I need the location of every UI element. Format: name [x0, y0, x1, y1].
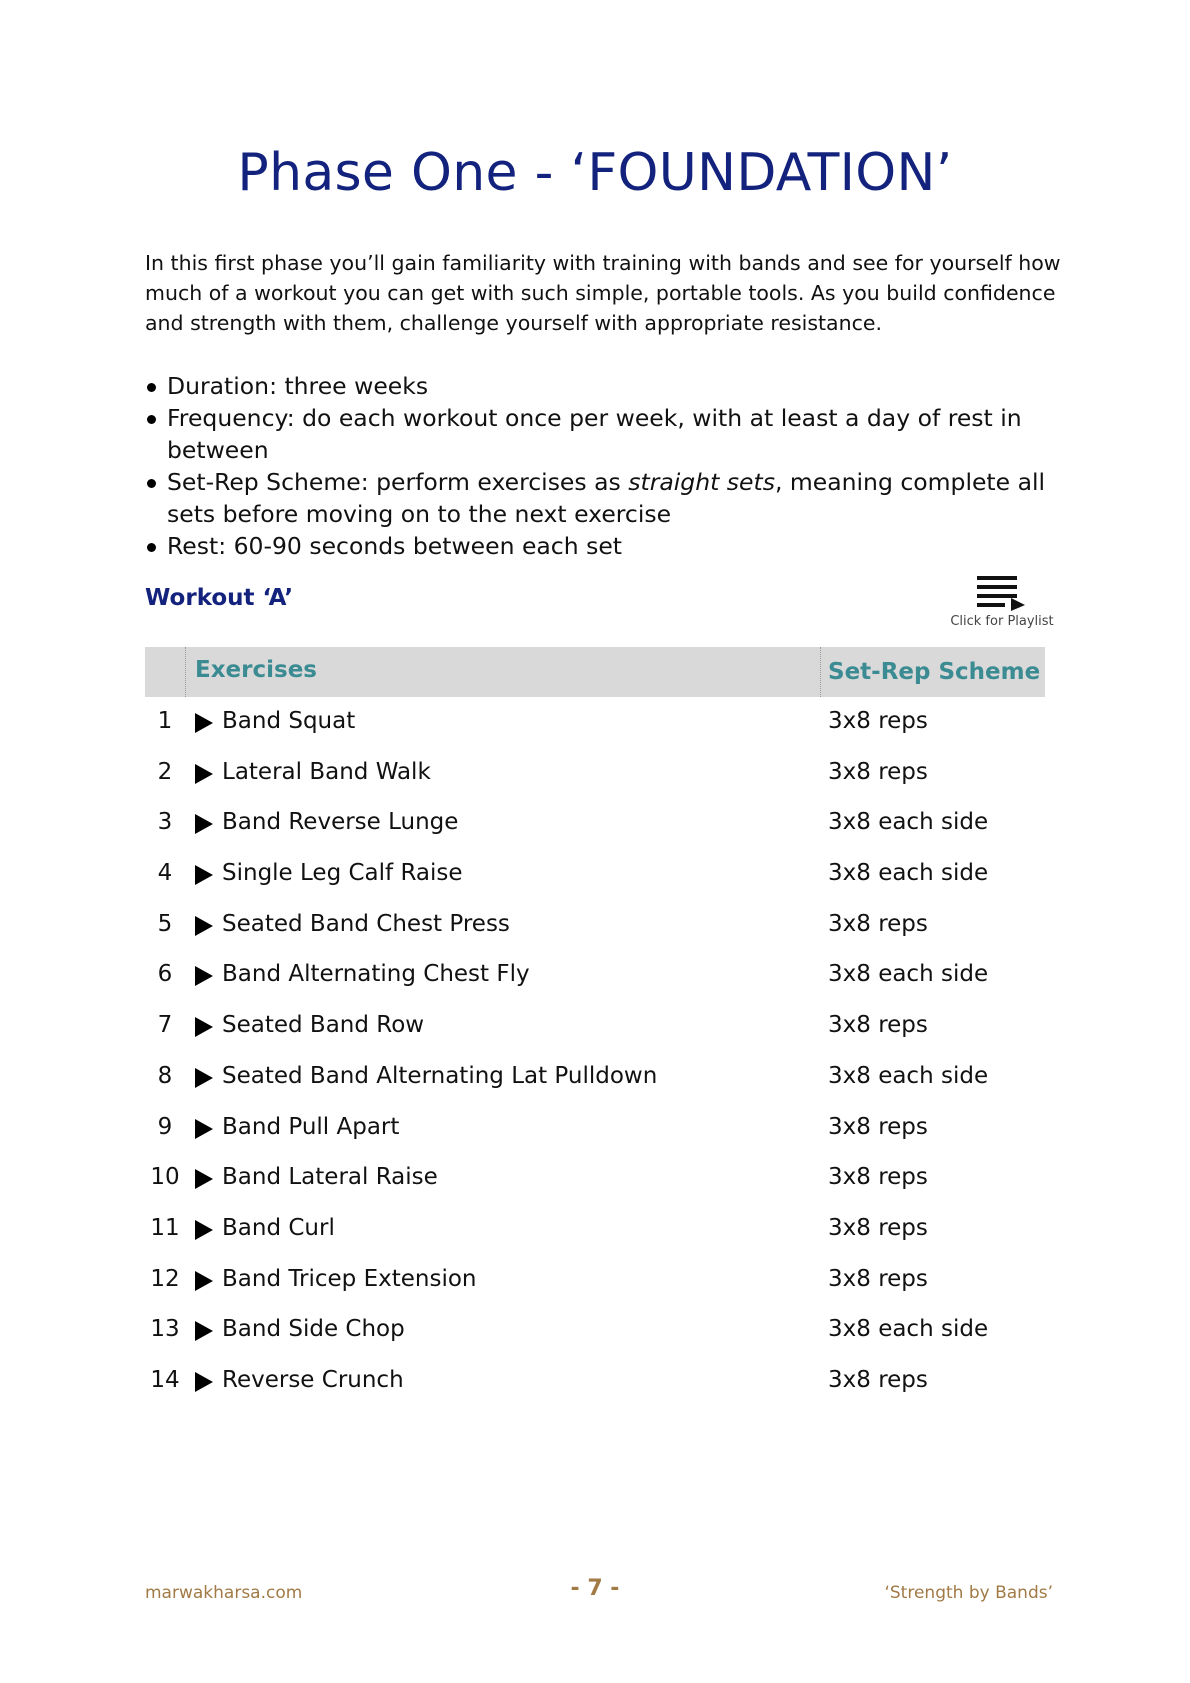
row-number: 10 — [150, 1164, 180, 1191]
table-row — [145, 748, 1045, 799]
set-rep-text-end: , meaning complete all sets before moving on to the next exercise — [167, 468, 1046, 528]
exercise-name[interactable]: Band Squat — [222, 708, 356, 734]
play-icon[interactable] — [195, 1119, 213, 1139]
column-divider — [820, 647, 821, 697]
row-number: 6 — [157, 961, 173, 988]
exercise-name[interactable]: Band Pull Apart — [222, 1113, 400, 1140]
set-rep-italic: straight sets — [628, 468, 775, 496]
table-row — [145, 1052, 1045, 1103]
table-row — [145, 1204, 1045, 1255]
footer-website[interactable]: marwakharsa.com — [145, 1583, 303, 1603]
set-rep-value: 3x8 reps — [828, 1265, 928, 1292]
exercises-header: Exercises — [195, 657, 317, 683]
row-number: 3 — [157, 809, 173, 836]
row-number: 11 — [150, 1214, 180, 1241]
table-row — [145, 900, 1045, 951]
set-rep-value: 3x8 reps — [828, 758, 928, 785]
play-icon[interactable] — [195, 966, 213, 986]
play-icon[interactable] — [195, 1169, 213, 1189]
row-number: 2 — [157, 758, 173, 785]
set-rep-value: 3x8 reps — [828, 1164, 928, 1191]
exercise-name[interactable]: Band Tricep Extension — [222, 1265, 477, 1292]
playlist-label[interactable]: Click for Playlist — [950, 614, 1054, 629]
play-icon[interactable] — [195, 814, 213, 834]
row-number: 7 — [157, 1012, 173, 1039]
set-rep-value: 3x8 reps — [828, 1113, 928, 1140]
set-rep-value: 3x8 reps — [828, 1214, 928, 1241]
intro-paragraph: In this first phase you’ll gain familiarity with training with bands and see for yourself how much of a workout you can get with such simple, portable tools. As you build confidence and strength with them, challenge yourself with appropriate resistance. — [145, 251, 1061, 335]
row-number: 8 — [157, 1062, 173, 1089]
row-number: 1 — [157, 708, 173, 734]
rest-item: Rest: 60-90 seconds between each set — [145, 530, 1075, 562]
set-rep-value: 3x8 each side — [828, 1316, 989, 1343]
play-icon[interactable] — [195, 1372, 213, 1392]
set-rep-text-start: Set-Rep Scheme: perform exercises as — [167, 468, 629, 496]
exercise-name[interactable]: Band Reverse Lunge — [222, 809, 459, 836]
row-number: 12 — [150, 1265, 180, 1292]
set-rep-value: 3x8 each side — [828, 809, 989, 836]
exercise-name[interactable]: Lateral Band Walk — [222, 758, 431, 785]
table-row — [145, 1153, 1045, 1204]
play-icon[interactable] — [195, 1068, 213, 1088]
playlist-link[interactable] — [948, 573, 1056, 629]
table-row — [145, 1356, 1045, 1407]
exercise-name[interactable]: Single Leg Calf Raise — [222, 860, 463, 887]
table-row — [145, 950, 1045, 1001]
table-row — [145, 1103, 1045, 1154]
set-rep-scheme-item — [145, 466, 1075, 530]
set-rep-scheme-header: Set-Rep Scheme — [828, 659, 1041, 685]
play-icon[interactable] — [195, 865, 213, 885]
table-row — [145, 1305, 1045, 1356]
play-icon[interactable] — [195, 1321, 213, 1341]
exercise-name[interactable]: Band Curl — [222, 1214, 335, 1241]
exercise-name[interactable]: Seated Band Chest Press — [222, 910, 510, 937]
exercise-name[interactable]: Band Alternating Chest Fly — [222, 961, 530, 988]
set-rep-value: 3x8 reps — [828, 708, 928, 734]
row-number: 9 — [157, 1113, 173, 1140]
exercise-name[interactable]: Band Lateral Raise — [222, 1164, 438, 1191]
table-body — [145, 697, 1045, 1407]
play-icon[interactable] — [195, 713, 213, 733]
table-row — [145, 1255, 1045, 1306]
set-rep-value: 3x8 reps — [828, 1366, 928, 1393]
table-row — [145, 697, 1045, 748]
exercise-name[interactable]: Seated Band Alternating Lat Pulldown — [222, 1062, 658, 1089]
exercise-name[interactable]: Reverse Crunch — [222, 1366, 404, 1393]
table-row — [145, 1001, 1045, 1052]
row-number: 4 — [157, 860, 173, 887]
set-rep-value: 3x8 each side — [828, 860, 989, 887]
table-header — [145, 647, 1045, 697]
frequency-item: Frequency: do each workout once per week, with at least a day of rest in between — [145, 402, 1075, 466]
page-number: - 7 - — [570, 1576, 620, 1601]
play-icon[interactable] — [195, 1220, 213, 1240]
play-icon[interactable] — [195, 916, 213, 936]
play-icon[interactable] — [195, 1017, 213, 1037]
page-title: Phase One - ‘FOUNDATION’ — [237, 143, 953, 203]
duration-item: Duration: three weeks — [145, 370, 1075, 402]
play-icon[interactable] — [195, 1271, 213, 1291]
set-rep-value: 3x8 each side — [828, 1062, 989, 1089]
table-row — [145, 849, 1045, 900]
set-rep-value: 3x8 each side — [828, 961, 989, 988]
exercise-name[interactable]: Band Side Chop — [222, 1316, 405, 1343]
play-icon[interactable] — [195, 764, 213, 784]
set-rep-value: 3x8 reps — [828, 910, 928, 937]
playlist-icon[interactable] — [975, 573, 1029, 611]
workout-title: Workout ‘A’ — [145, 585, 294, 611]
row-number: 13 — [150, 1316, 180, 1343]
table-row — [145, 798, 1045, 849]
column-divider — [185, 647, 186, 697]
footer-book-title: ‘Strength by Bands’ — [884, 1583, 1053, 1603]
phase-details-list — [145, 370, 1075, 562]
workout-table — [145, 647, 1045, 1407]
set-rep-value: 3x8 reps — [828, 1012, 928, 1039]
row-number: 5 — [157, 910, 173, 937]
exercise-name[interactable]: Seated Band Row — [222, 1012, 425, 1039]
row-number: 14 — [150, 1366, 180, 1393]
